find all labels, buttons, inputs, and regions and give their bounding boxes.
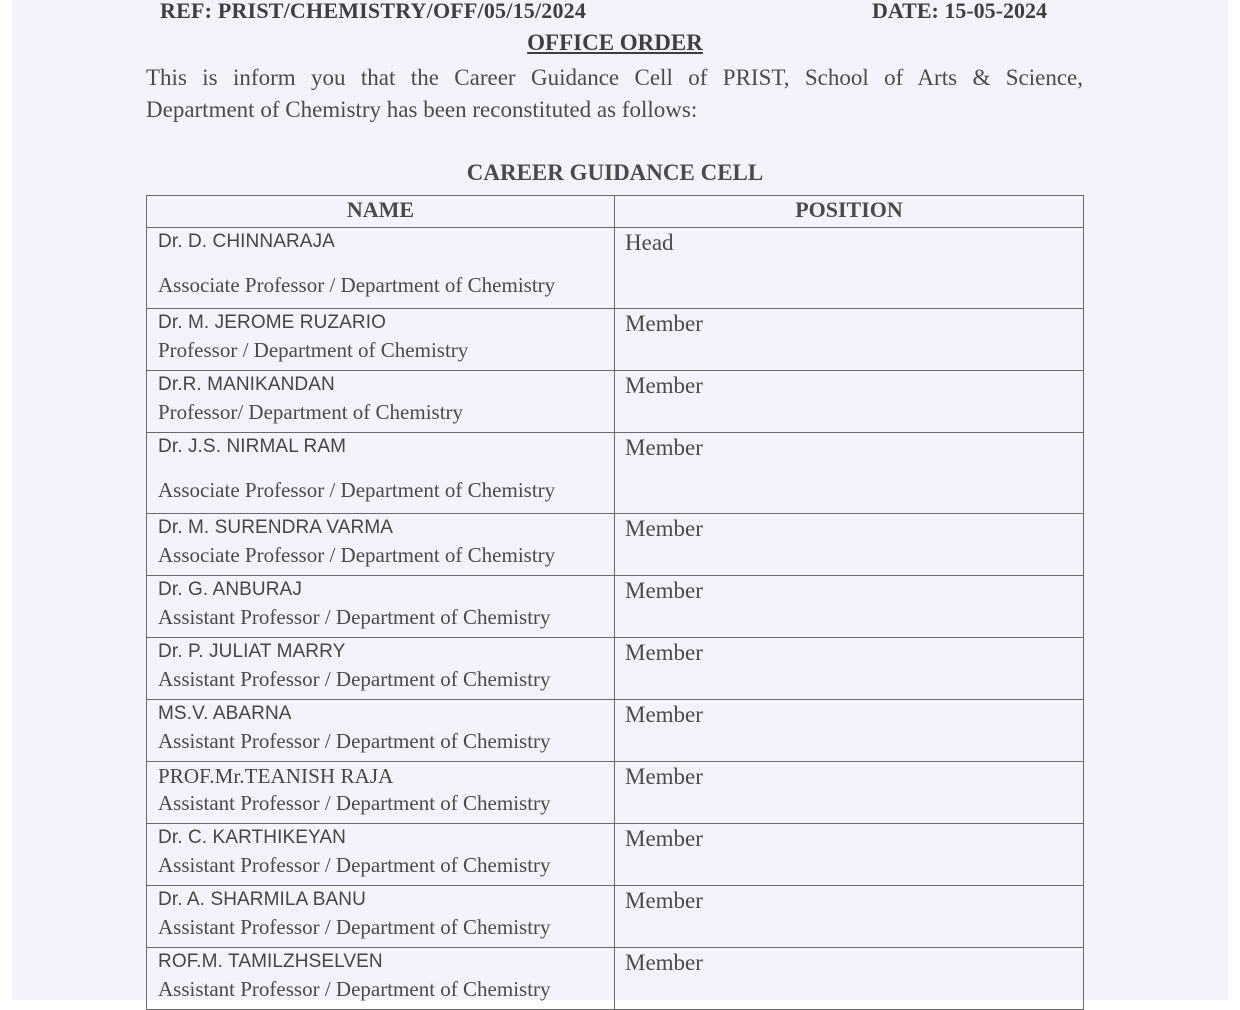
member-designation: Professor / Department of Chemistry xyxy=(158,338,469,362)
member-name: Dr. M. JEROME RUZARIO xyxy=(158,312,386,333)
table-row xyxy=(147,309,1084,371)
member-name: Dr. P. JULIAT MARRY xyxy=(158,641,346,662)
section-title: CAREER GUIDANCE CELL xyxy=(466,160,764,185)
member-position: Member xyxy=(625,311,703,336)
name-cell xyxy=(147,371,615,433)
member-designation: Assistant Professor / Department of Chemistry xyxy=(158,605,551,629)
member-position: Member xyxy=(625,888,703,913)
name-cell xyxy=(147,228,615,309)
member-position: Member xyxy=(625,435,703,460)
member-position: Member xyxy=(625,764,703,789)
position-cell xyxy=(615,576,1084,638)
intro-line-2: Department of Chemistry has been reconstituted as follows: xyxy=(146,97,698,122)
position-cell xyxy=(615,371,1084,433)
order-date: DATE: 15-05-2024 xyxy=(872,0,1047,23)
position-cell xyxy=(615,433,1084,514)
table-row xyxy=(147,433,1084,514)
intro-paragraph xyxy=(146,62,1083,126)
member-designation: Assistant Professor / Department of Chemistry xyxy=(158,791,551,815)
table-row xyxy=(147,638,1084,700)
table-row xyxy=(147,228,1084,309)
member-designation: Professor/ Department of Chemistry xyxy=(158,400,464,424)
member-position: Head xyxy=(625,230,674,255)
member-name: Dr. A. SHARMILA BANU xyxy=(158,889,366,910)
member-name: Dr. J.S. NIRMAL RAM xyxy=(158,436,347,457)
member-designation: Associate Professor / Department of Chemistry xyxy=(158,478,556,502)
name-cell xyxy=(147,948,615,1010)
column-header-position: POSITION xyxy=(615,196,1084,228)
table-row xyxy=(147,514,1084,576)
name-cell xyxy=(147,886,615,948)
member-designation: Associate Professor / Department of Chemistry xyxy=(158,273,556,297)
member-designation: Associate Professor / Department of Chemistry xyxy=(158,543,556,567)
member-name: Dr. D. CHINNARAJA xyxy=(158,231,335,252)
document-page xyxy=(12,0,1228,1000)
position-cell xyxy=(615,886,1084,948)
name-cell xyxy=(147,638,615,700)
table-row xyxy=(147,948,1084,1010)
member-name: Dr. G. ANBURAJ xyxy=(158,579,302,600)
position-cell xyxy=(615,948,1084,1010)
position-cell xyxy=(615,514,1084,576)
position-cell xyxy=(615,700,1084,762)
table-row xyxy=(147,762,1084,824)
member-position: Member xyxy=(625,578,703,603)
member-position: Member xyxy=(625,826,703,851)
member-position: Member xyxy=(625,373,703,398)
member-name: PROF.Mr.TEANISH RAJA xyxy=(158,764,394,788)
table-row xyxy=(147,886,1084,948)
member-designation: Assistant Professor / Department of Chemistry xyxy=(158,853,551,877)
name-cell xyxy=(147,514,615,576)
column-header-name: NAME xyxy=(147,196,615,228)
position-cell xyxy=(615,228,1084,309)
member-designation: Assistant Professor / Department of Chemistry xyxy=(158,667,551,691)
table-header-row xyxy=(147,196,1084,228)
document-title: OFFICE ORDER xyxy=(527,30,703,55)
member-name: MS.V. ABARNA xyxy=(158,703,292,724)
member-designation: Assistant Professor / Department of Chemistry xyxy=(158,729,551,753)
position-cell xyxy=(615,762,1084,824)
position-cell xyxy=(615,309,1084,371)
member-name: ROF.M. TAMILZHSELVEN xyxy=(158,951,383,972)
name-cell xyxy=(147,700,615,762)
member-name: Dr.R. MANIKANDAN xyxy=(158,374,335,395)
member-position: Member xyxy=(625,702,703,727)
member-name: Dr. M. SURENDRA VARMA xyxy=(158,517,394,538)
table-row xyxy=(147,700,1084,762)
table-row xyxy=(147,371,1084,433)
table-row xyxy=(147,576,1084,638)
position-cell xyxy=(615,824,1084,886)
name-cell xyxy=(147,433,615,514)
name-cell xyxy=(147,762,615,824)
member-position: Member xyxy=(625,640,703,665)
position-cell xyxy=(615,638,1084,700)
name-cell xyxy=(147,309,615,371)
members-table xyxy=(146,195,1084,1010)
member-position: Member xyxy=(625,516,703,541)
table-row xyxy=(147,824,1084,886)
member-designation: Assistant Professor / Department of Chemistry xyxy=(158,977,551,1001)
member-name: Dr. C. KARTHIKEYAN xyxy=(158,827,346,848)
name-cell xyxy=(147,576,615,638)
intro-line-1: This is inform you that the Career Guidance Cell of PRIST, School of Arts & Science, xyxy=(146,65,1083,90)
member-position: Member xyxy=(625,950,703,975)
reference-number: REF: PRIST/CHEMISTRY/OFF/05/15/2024 xyxy=(160,0,587,23)
member-designation: Assistant Professor / Department of Chemistry xyxy=(158,915,551,939)
name-cell xyxy=(147,824,615,886)
